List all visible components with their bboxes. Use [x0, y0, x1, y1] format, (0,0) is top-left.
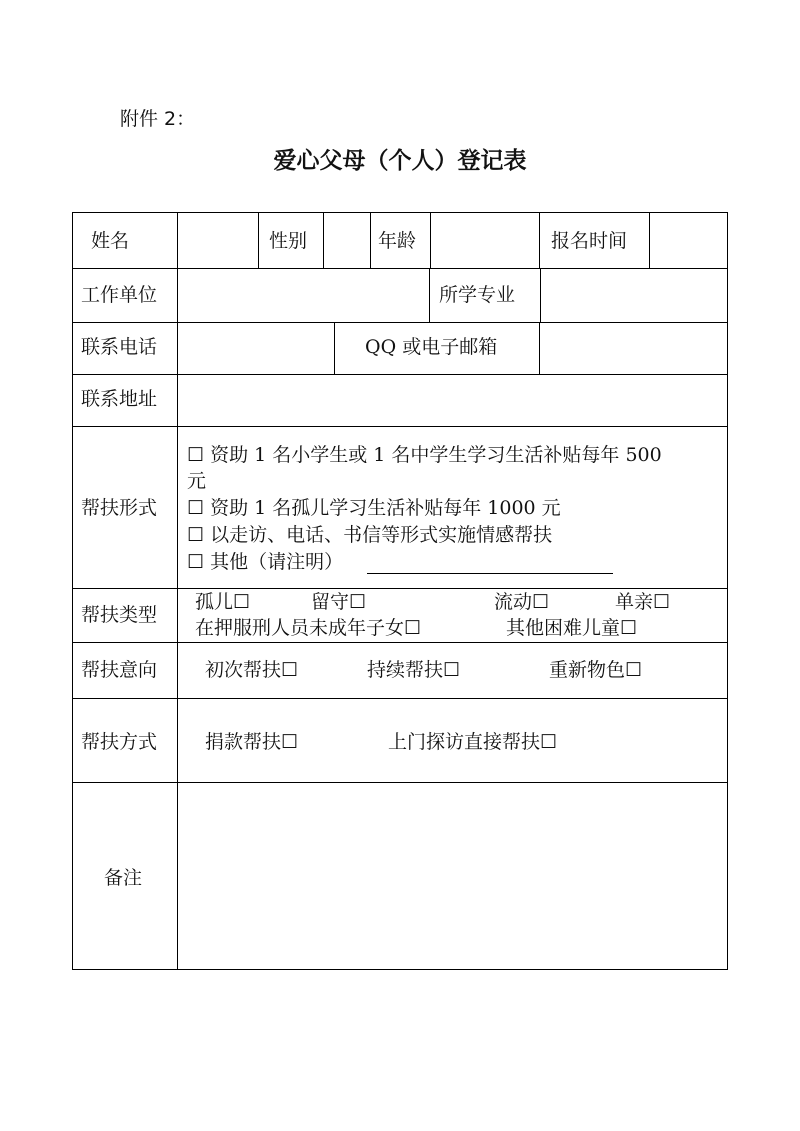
name-field[interactable] [176, 227, 258, 255]
help-type-single-parent[interactable]: 单亲☐ [615, 591, 671, 613]
row-divider [73, 374, 728, 375]
help-method-visit[interactable]: 上门探访直接帮扶☐ [388, 731, 558, 753]
help-method-label: 帮扶方式 [81, 731, 158, 753]
help-type-other-difficult[interactable]: 其他困难儿童☐ [506, 617, 638, 639]
help-type-left-behind[interactable]: 留守☐ [311, 591, 367, 613]
attachment-label: 附件 2： [120, 108, 196, 130]
major-label: 所学专业 [439, 284, 516, 306]
help-form-option-4[interactable]: ☐ 其他（请注明） [187, 551, 344, 573]
age-field[interactable] [431, 227, 538, 255]
help-intent-rematch[interactable]: 重新物色☐ [549, 659, 643, 681]
registration-form-table [72, 212, 728, 970]
cell-divider [429, 268, 430, 322]
row-divider [73, 698, 728, 699]
help-type-orphan[interactable]: 孤儿☐ [195, 591, 251, 613]
help-intent-label: 帮扶意向 [81, 659, 158, 681]
age-label: 年龄 [378, 230, 417, 252]
address-field[interactable] [178, 385, 726, 413]
phone-label: 联系电话 [81, 336, 158, 358]
other-specify-line[interactable] [367, 573, 613, 574]
help-form-option-3[interactable]: ☐ 以走访、电话、书信等形式实施情感帮扶 [187, 524, 553, 546]
help-form-option-1[interactable]: ☐ 资助 1 名小学生或 1 名中学生学习生活补贴每年 500 [187, 444, 662, 466]
signup-time-field[interactable] [650, 227, 727, 255]
work-unit-field[interactable] [178, 281, 428, 309]
qq-email-label: QQ 或电子邮箱 [365, 336, 498, 358]
row-divider [73, 782, 728, 783]
help-type-migrant[interactable]: 流动☐ [494, 591, 550, 613]
signup-time-label: 报名时间 [551, 230, 628, 252]
name-label: 姓名 [91, 230, 130, 252]
help-form-label: 帮扶形式 [81, 497, 158, 519]
help-form-option-2[interactable]: ☐ 资助 1 名孤儿学习生活补贴每年 1000 元 [187, 497, 561, 519]
address-label: 联系地址 [81, 388, 158, 410]
gender-label: 性别 [269, 230, 308, 252]
row-divider [73, 268, 728, 269]
form-title: 爱心父母（个人）登记表 [273, 148, 527, 174]
phone-field[interactable] [178, 333, 333, 361]
help-type-label: 帮扶类型 [81, 604, 158, 626]
row-divider [73, 642, 728, 643]
row-divider [73, 426, 728, 427]
help-type-prisoner-child[interactable]: 在押服刑人员未成年子女☐ [195, 617, 422, 639]
major-field[interactable] [541, 281, 727, 309]
qq-email-field[interactable] [540, 333, 727, 361]
cell-divider [334, 322, 335, 374]
remarks-field[interactable] [178, 785, 726, 967]
help-intent-first[interactable]: 初次帮扶☐ [205, 659, 299, 681]
cell-divider [258, 213, 259, 268]
remarks-label: 备注 [104, 867, 143, 889]
row-divider [73, 588, 728, 589]
help-form-option-1-cont: 元 [187, 470, 207, 492]
work-unit-label: 工作单位 [81, 284, 158, 306]
row-divider [73, 322, 728, 323]
help-method-donation[interactable]: 捐款帮扶☐ [205, 731, 299, 753]
gender-field[interactable] [323, 227, 369, 255]
cell-divider [539, 213, 540, 268]
help-intent-continued[interactable]: 持续帮扶☐ [367, 659, 461, 681]
cell-divider [370, 213, 371, 268]
